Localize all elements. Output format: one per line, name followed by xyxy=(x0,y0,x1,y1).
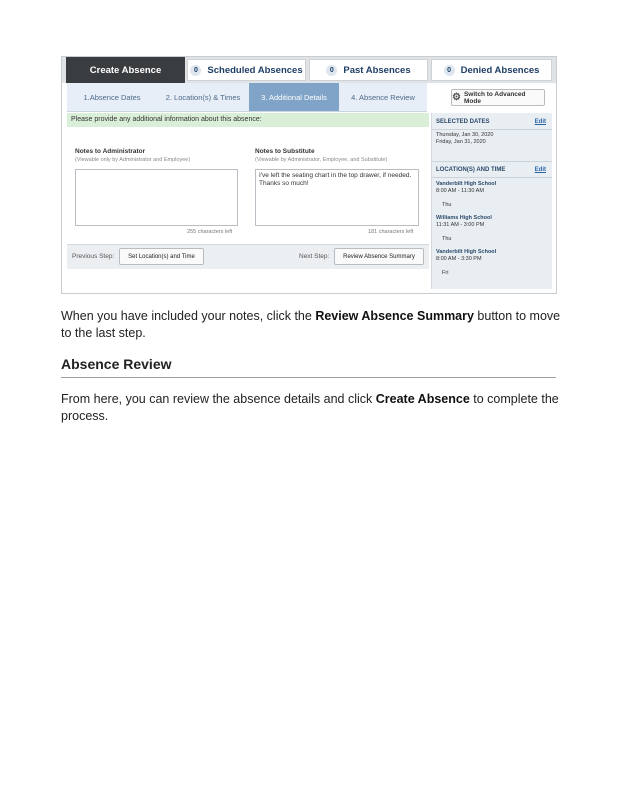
location-name: Vanderbilt High School xyxy=(436,181,497,187)
step-locations-times[interactable] xyxy=(157,83,249,111)
count-badge: 0 xyxy=(444,65,455,76)
button-label: Switch to Advanced Mode xyxy=(463,90,526,105)
step-label: 2. Location(s) & Times xyxy=(165,92,241,102)
wizard-steps xyxy=(67,83,427,112)
tab-create-absence[interactable] xyxy=(66,57,185,83)
next-step-button[interactable]: Review Absence Summary xyxy=(334,248,424,265)
previous-step-label: Previous Step: xyxy=(72,253,115,260)
tab-bar xyxy=(62,57,556,83)
text-run: to complete the process. xyxy=(61,392,559,423)
admin-notes-hint: (Viewable only by Administrator and Employee) xyxy=(75,157,191,163)
step-absence-review[interactable] xyxy=(339,83,427,111)
step-label: 4. Absence Review xyxy=(351,92,415,102)
admin-chars-left: 255 characters left xyxy=(187,229,233,235)
location-time: 8:00 AM - 3:30 PM xyxy=(436,256,482,262)
info-banner: Please provide any additional information about this absence: xyxy=(67,113,429,127)
location-day: Fri xyxy=(442,270,449,276)
text-run: From here, you can review the absence details and click xyxy=(61,392,376,406)
tab-denied-absences[interactable] xyxy=(431,59,552,81)
tab-label: Create Absence xyxy=(89,64,162,76)
tab-label: Scheduled Absences xyxy=(207,64,303,76)
switch-advanced-mode-button[interactable] xyxy=(451,89,545,106)
embedded-screenshot xyxy=(61,56,557,294)
tab-past-absences[interactable] xyxy=(309,59,428,81)
instruction-paragraph xyxy=(61,308,561,342)
locations-header: LOCATION(S) AND TIME xyxy=(436,167,506,173)
admin-notes-label: Notes to Administrator xyxy=(75,148,146,155)
location-name: Williams High School xyxy=(436,215,492,221)
edit-dates-link[interactable]: Edit xyxy=(534,119,546,125)
next-step-label: Next Step: xyxy=(299,253,330,260)
tab-label: Past Absences xyxy=(343,64,411,76)
emphasis-text: Create Absence xyxy=(375,392,470,406)
divider xyxy=(432,161,552,162)
step-absence-dates[interactable] xyxy=(67,83,157,111)
heading-rule xyxy=(61,377,556,378)
step-label: 3. Additional Details xyxy=(261,92,327,102)
summary-sidebar xyxy=(431,113,552,289)
selected-date: Thursday, Jan 30, 2020 xyxy=(436,132,494,138)
step-additional-details[interactable] xyxy=(249,83,339,111)
step-label: 1.Absence Dates xyxy=(83,92,141,102)
admin-notes-textarea[interactable] xyxy=(75,169,238,226)
text-run: button to move to the last step. xyxy=(61,309,561,340)
divider xyxy=(432,129,552,130)
count-badge: 0 xyxy=(190,65,201,76)
emphasis-text: Review Absence Summary xyxy=(315,309,474,323)
location-day: Thu xyxy=(442,202,452,208)
location-time: 8:00 AM - 11:30 AM xyxy=(436,188,484,194)
selected-date: Friday, Jan 31, 2020 xyxy=(436,139,486,145)
divider xyxy=(432,177,552,178)
location-name: Vanderbilt High School xyxy=(436,249,497,255)
location-time: 11:31 AM - 3:00 PM xyxy=(436,222,485,228)
tab-scheduled-absences[interactable] xyxy=(187,59,306,81)
gear-icon: ⚙ xyxy=(452,92,461,103)
section-heading: Absence Review xyxy=(61,356,172,372)
sub-notes-textarea[interactable]: I've left the seating chart in the top drawer, if needed. Thanks so much! xyxy=(255,169,419,226)
sub-notes-hint: (Viewable by Administrator, Employee, and Substitute) xyxy=(255,157,388,163)
location-day: Thu xyxy=(442,236,452,242)
tab-label: Denied Absences xyxy=(460,64,540,76)
count-badge: 0 xyxy=(326,65,337,76)
review-paragraph xyxy=(61,391,561,425)
sub-chars-left: 181 characters left xyxy=(368,229,414,235)
previous-step-button[interactable]: Set Location(s) and Time xyxy=(119,248,204,265)
sub-notes-label: Notes to Substitute xyxy=(255,148,315,155)
text-run: When you have included your notes, click the xyxy=(61,309,316,323)
wizard-footer xyxy=(67,244,429,269)
edit-locations-link[interactable]: Edit xyxy=(534,167,546,173)
selected-dates-header: SELECTED DATES xyxy=(436,119,490,125)
